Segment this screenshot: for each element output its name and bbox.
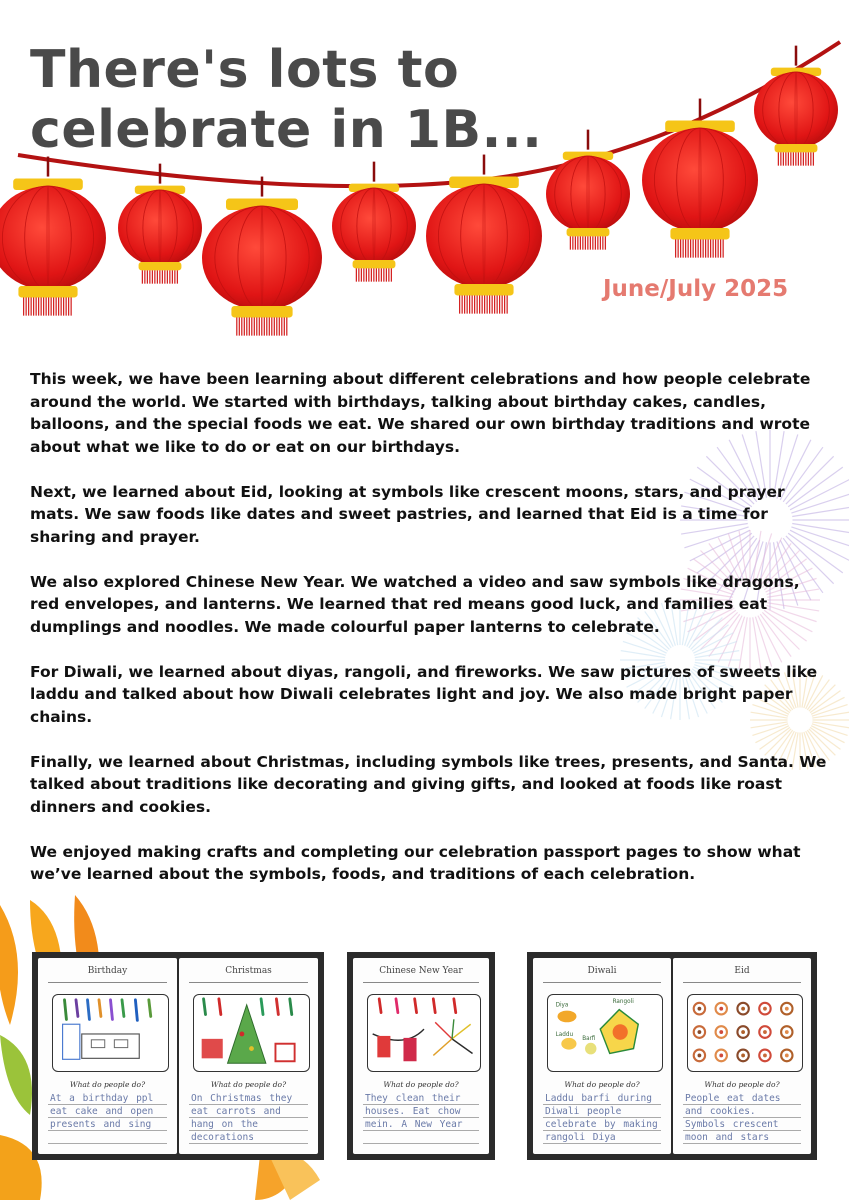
- passport-page-birthday: [38, 958, 177, 1154]
- drawing-birthday: [52, 994, 169, 1072]
- passport-scan-birthday-christmas: [32, 952, 324, 1160]
- drawing-diwali: [547, 994, 663, 1072]
- passport-page-diwali: [533, 958, 671, 1154]
- lantern: [118, 164, 202, 284]
- drawing-christmas: [193, 994, 310, 1072]
- answer-chinese-new-year: They clean their houses. Eat chow mein. A New Year: [365, 1093, 463, 1130]
- passport-page-title: Eid: [734, 966, 750, 976]
- answer-christmas: On Christmas they eat carrots and hang on the decorations: [191, 1093, 293, 1143]
- passport-page-title: Chinese New Year: [379, 966, 463, 976]
- title-underline: [683, 982, 801, 983]
- answer-diwali: Laddu barfi during Diwali people celebrate by making rangoli Diya: [545, 1093, 658, 1143]
- drawing-eid: [687, 994, 803, 1072]
- paragraph-birthdays: This week, we have been learning about different celebrations and how people celebrate around the world. We started with birthdays, talking about birthday cakes, candles, balloons, and the special foods we eat. We shared our own birthday traditions and wrote about what we like to do or eat on our birthdays.: [30, 370, 811, 456]
- lantern: [754, 46, 838, 166]
- passport-page-title: Diwali: [587, 966, 617, 976]
- passport-scan-chinese-new-year: [347, 952, 495, 1160]
- answer-birthday: At a birthday ppl eat cake and open presents and sing: [50, 1093, 154, 1130]
- passport-page-christmas: [179, 958, 318, 1154]
- lantern: [332, 162, 416, 282]
- paragraph-summary: We enjoyed making crafts and completing our celebration passport pages to show what we’ve learned about the symbols, foods, and traditions of each celebration.: [30, 842, 801, 883]
- newsletter-body: [30, 368, 830, 908]
- lantern: [0, 157, 106, 316]
- paragraph-diwali: For Diwali, we learned about diyas, rangoli, and fireworks. We saw pictures of sweets like laddu and talked about how Diwali celebrates light and joy. We also made bright paper chains.: [30, 662, 818, 726]
- title-underline: [363, 982, 479, 983]
- page-title: There's lots to celebrate in 1B...: [30, 40, 543, 160]
- date-label: June/July 2025: [603, 276, 789, 302]
- passport-scan-diwali-eid: [527, 952, 817, 1160]
- paragraph-christmas: Finally, we learned about Christmas, including symbols like trees, presents, and Santa. We talked about traditions like decorating and giving gifts, and looked at foods like roast dinners and cookies.: [30, 752, 827, 816]
- diwali-label-barfi: Barfi: [582, 1035, 596, 1042]
- passport-page-chinese-new-year: [353, 958, 489, 1154]
- question-label: What do people do?: [704, 1080, 780, 1089]
- paragraph-chinese-new-year: We also explored Chinese New Year. We watched a video and saw symbols like dragons, red envelopes, and lanterns. We learned that red means good luck, and families eat dumplings and noodles. We made colourful paper lanterns to celebrate.: [30, 572, 800, 636]
- title-underline: [48, 982, 167, 983]
- passport-page-title: Christmas: [225, 966, 272, 976]
- diwali-label-laddu: Laddu: [555, 1031, 574, 1038]
- drawing-chinese-new-year: [367, 994, 481, 1072]
- lantern: [426, 155, 542, 314]
- question-label: What do people do?: [383, 1080, 459, 1089]
- lantern: [202, 177, 322, 336]
- question-label: What do people do?: [210, 1080, 287, 1089]
- diwali-label-rangoli: Rangoli: [612, 998, 634, 1005]
- diwali-label-diya: Diya: [555, 1002, 569, 1009]
- answer-eid: People eat dates and cookies. Symbols crescent moon and stars: [685, 1093, 781, 1143]
- passport-page-title: Birthday: [87, 966, 128, 976]
- title-underline: [189, 982, 308, 983]
- title-underline: [543, 982, 661, 983]
- passport-page-eid: [673, 958, 811, 1154]
- question-label: What do people do?: [564, 1080, 640, 1089]
- paragraph-eid: Next, we learned about Eid, looking at symbols like crescent moons, stars, and prayer mats. We saw foods like dates and sweet pastries, and learned that Eid is a time for sharing and prayer.: [30, 482, 785, 546]
- question-label: What do people do?: [69, 1080, 146, 1089]
